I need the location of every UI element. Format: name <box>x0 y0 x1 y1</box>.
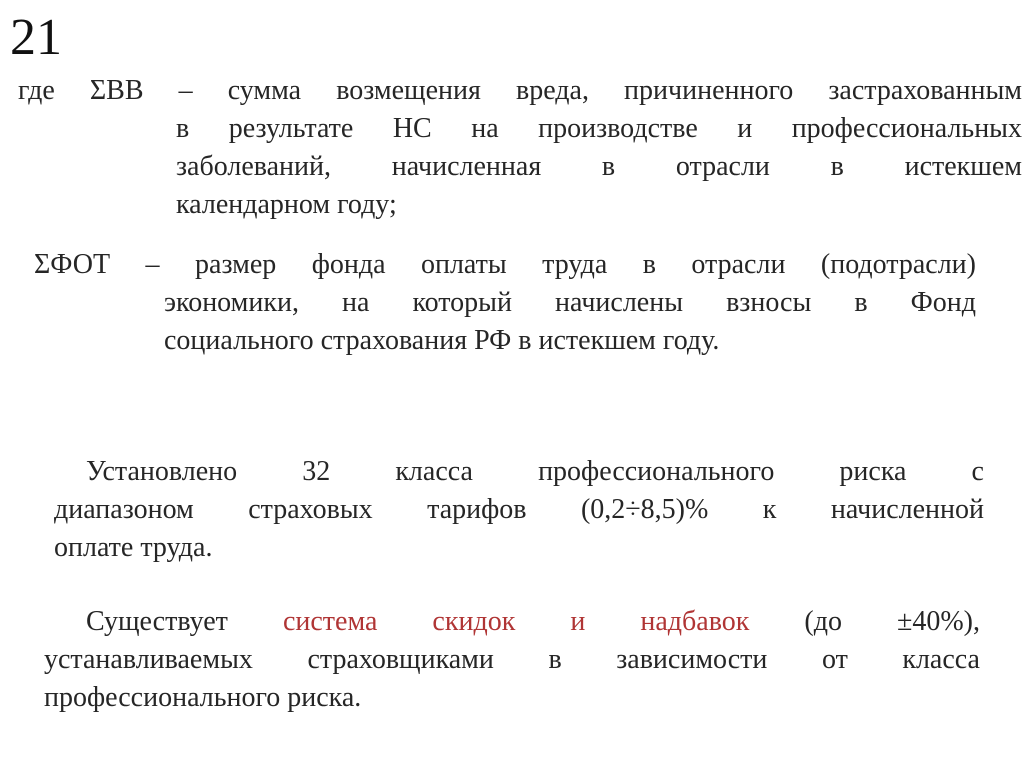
definition-1-line-4: календарном году; <box>176 189 397 220</box>
definition-2-line-1: ΣФОТ – размер фонда оплаты труда в отрасли (подотрасли) <box>34 249 976 280</box>
paragraph-risk-classes <box>54 453 984 567</box>
definition-sum-compensation <box>18 72 1024 224</box>
discount-system-highlight: система скидок и надбавок <box>282 606 750 637</box>
paragraph-2-text-before: Существует <box>86 606 283 637</box>
paragraph-1-line-1: Установлено 32 класса профессионального риска с <box>86 456 984 487</box>
definition-1-line-2: в результате НС на производстве и профессиональных <box>176 113 1022 144</box>
paragraph-1-line-2: диапазоном страховых тарифов (0,2÷8,5)% к начисленной <box>54 494 984 525</box>
paragraph-2-text-after: (до ±40%), <box>749 606 980 637</box>
paragraph-2-line-2: устанавливаемых страховщиками в зависимости от класса <box>44 644 980 675</box>
paragraph-1-line-3: оплате труда. <box>54 532 213 563</box>
slide-number: 21 <box>10 9 62 66</box>
definition-2-line-3: социального страхования РФ в истекшем году. <box>164 325 720 356</box>
definition-2-line-2: экономики, на который начислены взносы в Фонд <box>164 287 976 318</box>
paragraph-discounts <box>44 603 980 717</box>
paragraph-2-line-1 <box>86 603 980 641</box>
definition-sum-payroll <box>34 246 994 360</box>
paragraph-2-line-3: профессионального риска. <box>44 682 362 713</box>
definition-1-line-1: где ΣВВ – сумма возмещения вреда, причиненного застрахованным <box>18 75 1022 106</box>
definition-1-line-3: заболеваний, начисленная в отрасли в истекшем <box>176 151 1022 182</box>
